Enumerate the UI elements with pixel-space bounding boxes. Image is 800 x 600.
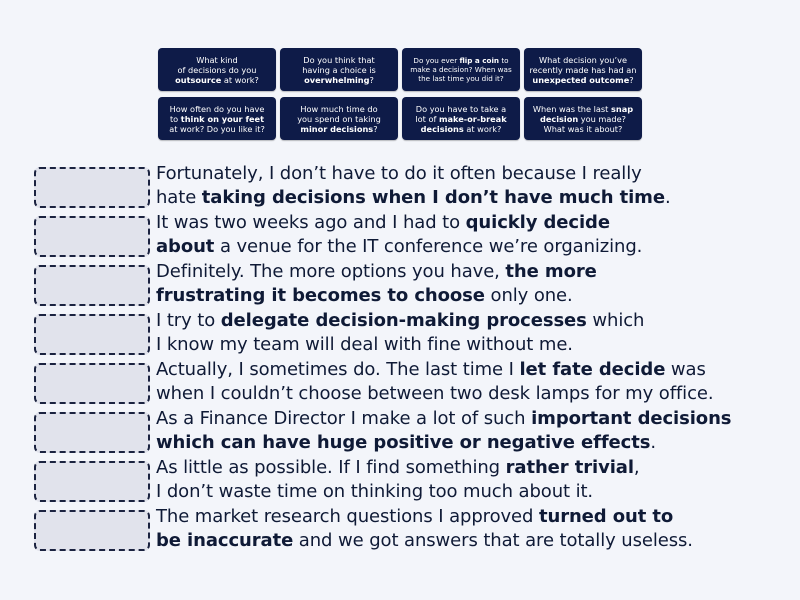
drop-zone[interactable] (34, 510, 150, 551)
drop-zone[interactable] (34, 265, 150, 306)
text-segment: Definitely. The more options you have, (156, 261, 506, 282)
text-segment: make a decision? When was (410, 65, 512, 74)
answer-sentence (156, 505, 693, 552)
text-segment: . (650, 431, 656, 453)
text-segment: How often do you have (169, 103, 265, 114)
text-segment: a venue for the IT conference we’re organizing. (214, 235, 643, 257)
question-card-text (533, 104, 633, 134)
text-segment: ? (369, 74, 374, 85)
question-card[interactable] (158, 97, 276, 140)
text-segment: I know my team will deal with fine without me. (156, 333, 573, 355)
key-phrase: which can have huge positive or negative effects (156, 431, 651, 453)
question-card[interactable] (158, 48, 276, 91)
text-segment: As a Finance Director I make a lot of such (156, 408, 532, 429)
text-segment: . (664, 186, 671, 208)
text-segment: recently made has had an (529, 64, 637, 75)
text-segment: at work? (463, 123, 502, 134)
text-segment: ? (373, 123, 378, 134)
drop-zone[interactable] (34, 461, 150, 502)
text-segment: hate (156, 186, 202, 208)
text-segment: Do you think that (303, 54, 375, 65)
answer-sentence (156, 162, 671, 209)
answer-row (34, 508, 794, 556)
drop-zone[interactable] (34, 412, 150, 453)
text-segment: Do you have to take a (415, 103, 507, 114)
question-card[interactable] (524, 97, 642, 140)
text-segment: When was the last (532, 103, 611, 114)
question-card-text (415, 104, 506, 134)
text-segment: What decision you’ve (538, 54, 627, 65)
text-segment: to (499, 56, 509, 65)
text-segment: of decisions do you (177, 64, 257, 75)
key-phrase: overwhelming (304, 74, 370, 85)
text-segment: , (633, 457, 640, 478)
question-card-text (169, 104, 265, 134)
text-segment: It was two weeks ago and I had to (156, 212, 466, 233)
text-segment: you made? (578, 113, 627, 124)
key-phrase: let fate decide (519, 359, 666, 380)
text-segment: I don’t waste time on thinking too much about it. (156, 480, 594, 502)
question-card-text (529, 55, 636, 85)
question-card[interactable] (524, 48, 642, 91)
text-segment: having a choice is (302, 64, 376, 75)
text-segment: What was it about? (543, 123, 623, 134)
answer-sentence (156, 260, 597, 307)
key-phrase: important decisions (531, 408, 732, 429)
key-phrase: frustrating it becomes to choose (156, 284, 485, 306)
key-phrase: the more (505, 261, 597, 282)
answer-sentence (156, 358, 713, 405)
text-segment: only one. (484, 284, 573, 306)
key-phrase: unexpected outcome (532, 74, 630, 85)
text-segment: and we got answers that are totally useless. (293, 529, 693, 551)
answer-row (34, 361, 794, 409)
answer-sentence (156, 309, 644, 356)
drop-zone[interactable] (34, 363, 150, 404)
question-card-text (302, 55, 376, 85)
text-segment: Do you ever (413, 56, 460, 65)
key-phrase: decisions (420, 123, 464, 134)
key-phrase: flip a coin (459, 56, 500, 65)
text-segment: to (169, 113, 181, 124)
key-phrase: be inaccurate (156, 529, 294, 551)
key-phrase: snap (611, 103, 634, 114)
key-phrase: turned out to (538, 506, 674, 527)
text-segment: at work? (221, 74, 259, 85)
text-segment: As little as possible. If I find something (156, 457, 506, 478)
question-card[interactable] (402, 97, 520, 140)
key-phrase: about (156, 235, 215, 257)
key-phrase: quickly decide (465, 212, 610, 233)
answer-row (34, 459, 794, 507)
question-card-text (410, 56, 511, 83)
text-segment: Fortunately, I don’t have to do it often because I really (156, 163, 642, 184)
answer-row (34, 165, 794, 213)
text-segment: the last time you did it? (418, 74, 504, 83)
question-card[interactable] (402, 48, 520, 91)
text-segment: you spend on taking (297, 113, 381, 124)
text-segment: when I couldn’t choose between two desk lamps for my office. (156, 382, 714, 404)
drop-zone[interactable] (34, 216, 150, 257)
question-card[interactable] (280, 97, 398, 140)
key-phrase: think on your feet (180, 113, 265, 124)
drop-zone[interactable] (34, 314, 150, 355)
key-phrase: outsource (175, 74, 222, 85)
text-segment: was (665, 359, 706, 380)
text-segment: which (586, 310, 645, 331)
answer-row (34, 263, 794, 311)
key-phrase: taking decisions when I don’t have much time (201, 186, 665, 208)
question-card-text (297, 104, 381, 134)
drop-zone[interactable] (34, 167, 150, 208)
key-phrase: rather trivial (505, 457, 634, 478)
answer-row (34, 214, 794, 262)
question-card-text (175, 55, 259, 85)
text-segment: I try to (156, 310, 221, 331)
key-phrase: decision (539, 113, 579, 124)
key-phrase: minor decisions (300, 123, 374, 134)
answer-row (34, 410, 794, 458)
text-segment: lot of (415, 113, 439, 124)
question-card[interactable] (280, 48, 398, 91)
answer-row (34, 312, 794, 360)
key-phrase: delegate decision-making processes (220, 310, 587, 331)
answer-sentence (156, 456, 640, 503)
answer-sentence (156, 407, 731, 454)
text-segment: Actually, I sometimes do. The last time I (156, 359, 520, 380)
text-segment: at work? Do you like it? (169, 123, 265, 134)
answer-sentence (156, 211, 642, 258)
text-segment: ? (629, 74, 634, 85)
question-card-bank (158, 48, 642, 140)
text-segment: The market research questions I approved (156, 506, 539, 527)
text-segment: What kind (196, 54, 238, 65)
key-phrase: make-or-break (438, 113, 507, 124)
text-segment: How much time do (300, 103, 378, 114)
